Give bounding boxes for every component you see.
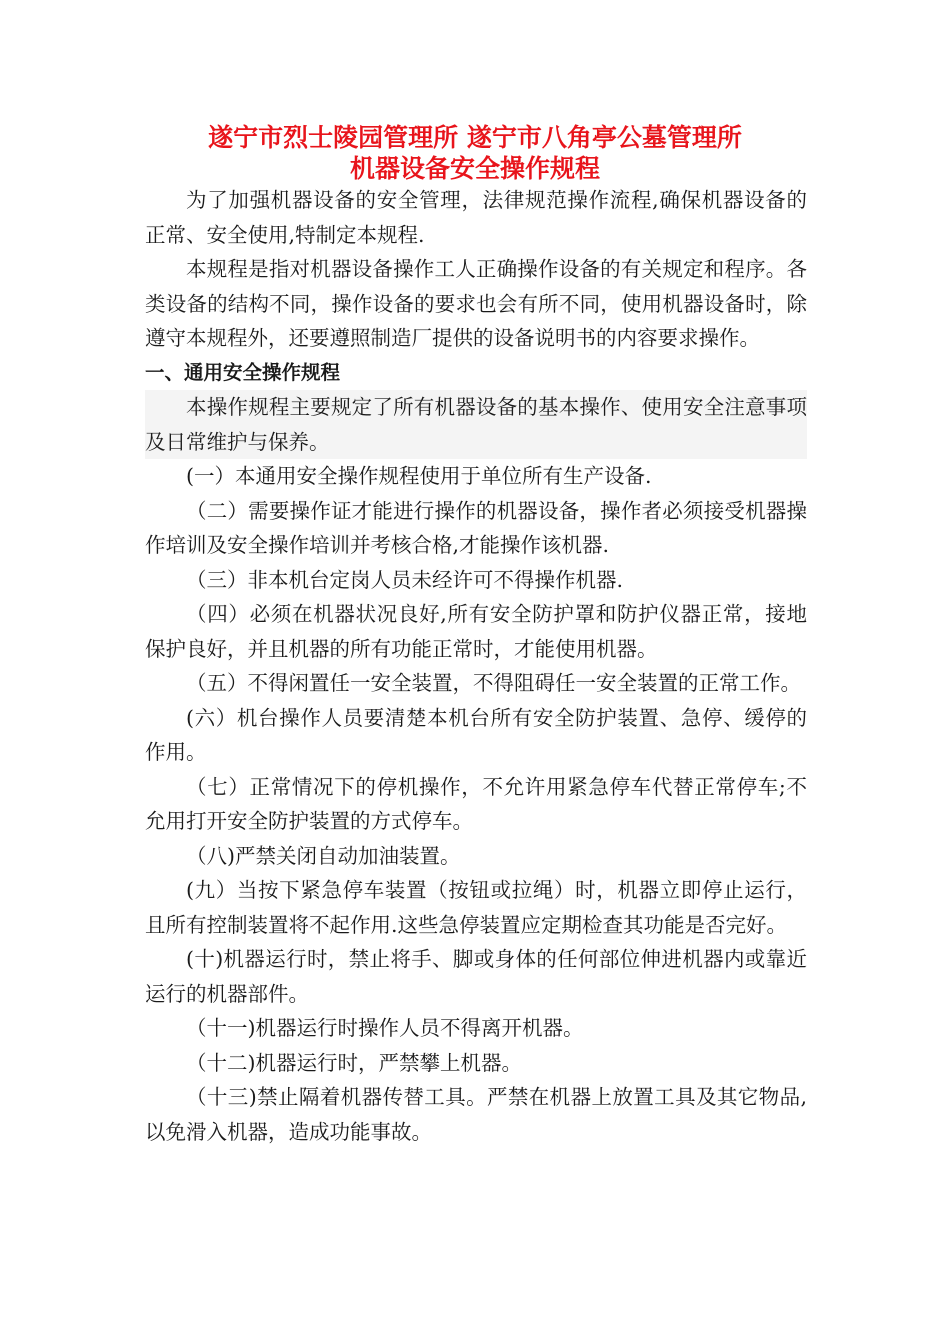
intro-paragraph: 为了加强机器设备的安全管理，法律规范操作流程,确保机器设备的正常、安全使用,特制定本规程. [145,188,807,247]
rule-item: （三）非本机台定岗人员未经许可不得操作机器. [186,567,624,592]
document-title-line1: 遂宁市烈士陵园管理所 遂宁市八角亭公墓管理所 [208,123,742,152]
document-title-line2: 机器设备安全操作规程 [349,154,600,183]
section-intro: 本操作规程主要规定了所有机器设备的基本操作、使用安全注意事项及日常维护与保养。 [145,390,807,459]
rule-item: (一）本通用安全操作规程使用于单位所有生产设备. [186,464,652,488]
rule-item: （四）必须在机器状况良好,所有安全防护罩和防护仪器正常，接地保护良好，并且机器的所有功能正常时，才能使用机器。 [145,602,807,661]
rule-item: （十三)禁止隔着机器传替工具。严禁在机器上放置工具及其它物品,以免滑入机器，造成功能事故。 [145,1085,807,1144]
rule-item: （十一)机器运行时操作人员不得离开机器。 [186,1016,584,1040]
rule-item: （十二)机器运行时，严禁攀上机器。 [186,1050,522,1075]
intro-paragraph: 本规程是指对机器设备操作工人正确操作设备的有关规定和程序。各类设备的结构不同，操作设备的要求也会有所不同，使用机器设备时，除遵守本规程外，还要遵照制造厂提供的设备说明书的内容要求操作。 [145,257,807,350]
section-heading: 一、通用安全操作规程 [145,360,341,384]
rule-item: (六）机台操作人员要清楚本机台所有安全防护装置、急停、缓停的作用。 [145,705,807,764]
document-body [145,183,807,1149]
rule-item: (十)机器运行时，禁止将手、脚或身体的任何部位伸进机器内或靠近运行的机器部件。 [145,947,807,1006]
rule-item: （八)严禁关闭自动加油装置。 [186,843,461,868]
rule-item: （五）不得闲置任一安全装置，不得阻碍任一安全装置的正常工作。 [186,671,801,695]
rule-item: （七）正常情况下的停机操作，不允许用紧急停车代替正常停车;不允用打开安全防护装置的方式停车。 [145,774,807,833]
rule-item: (九）当按下紧急停车装置（按钮或拉绳）时，机器立即停止运行，且所有控制装置将不起作用.这些急停装置应定期检查其功能是否完好。 [145,878,807,937]
rule-item: （二）需要操作证才能进行操作的机器设备，操作者必须接受机器操作培训及安全操作培训并考核合格,才能操作该机器. [145,498,807,557]
